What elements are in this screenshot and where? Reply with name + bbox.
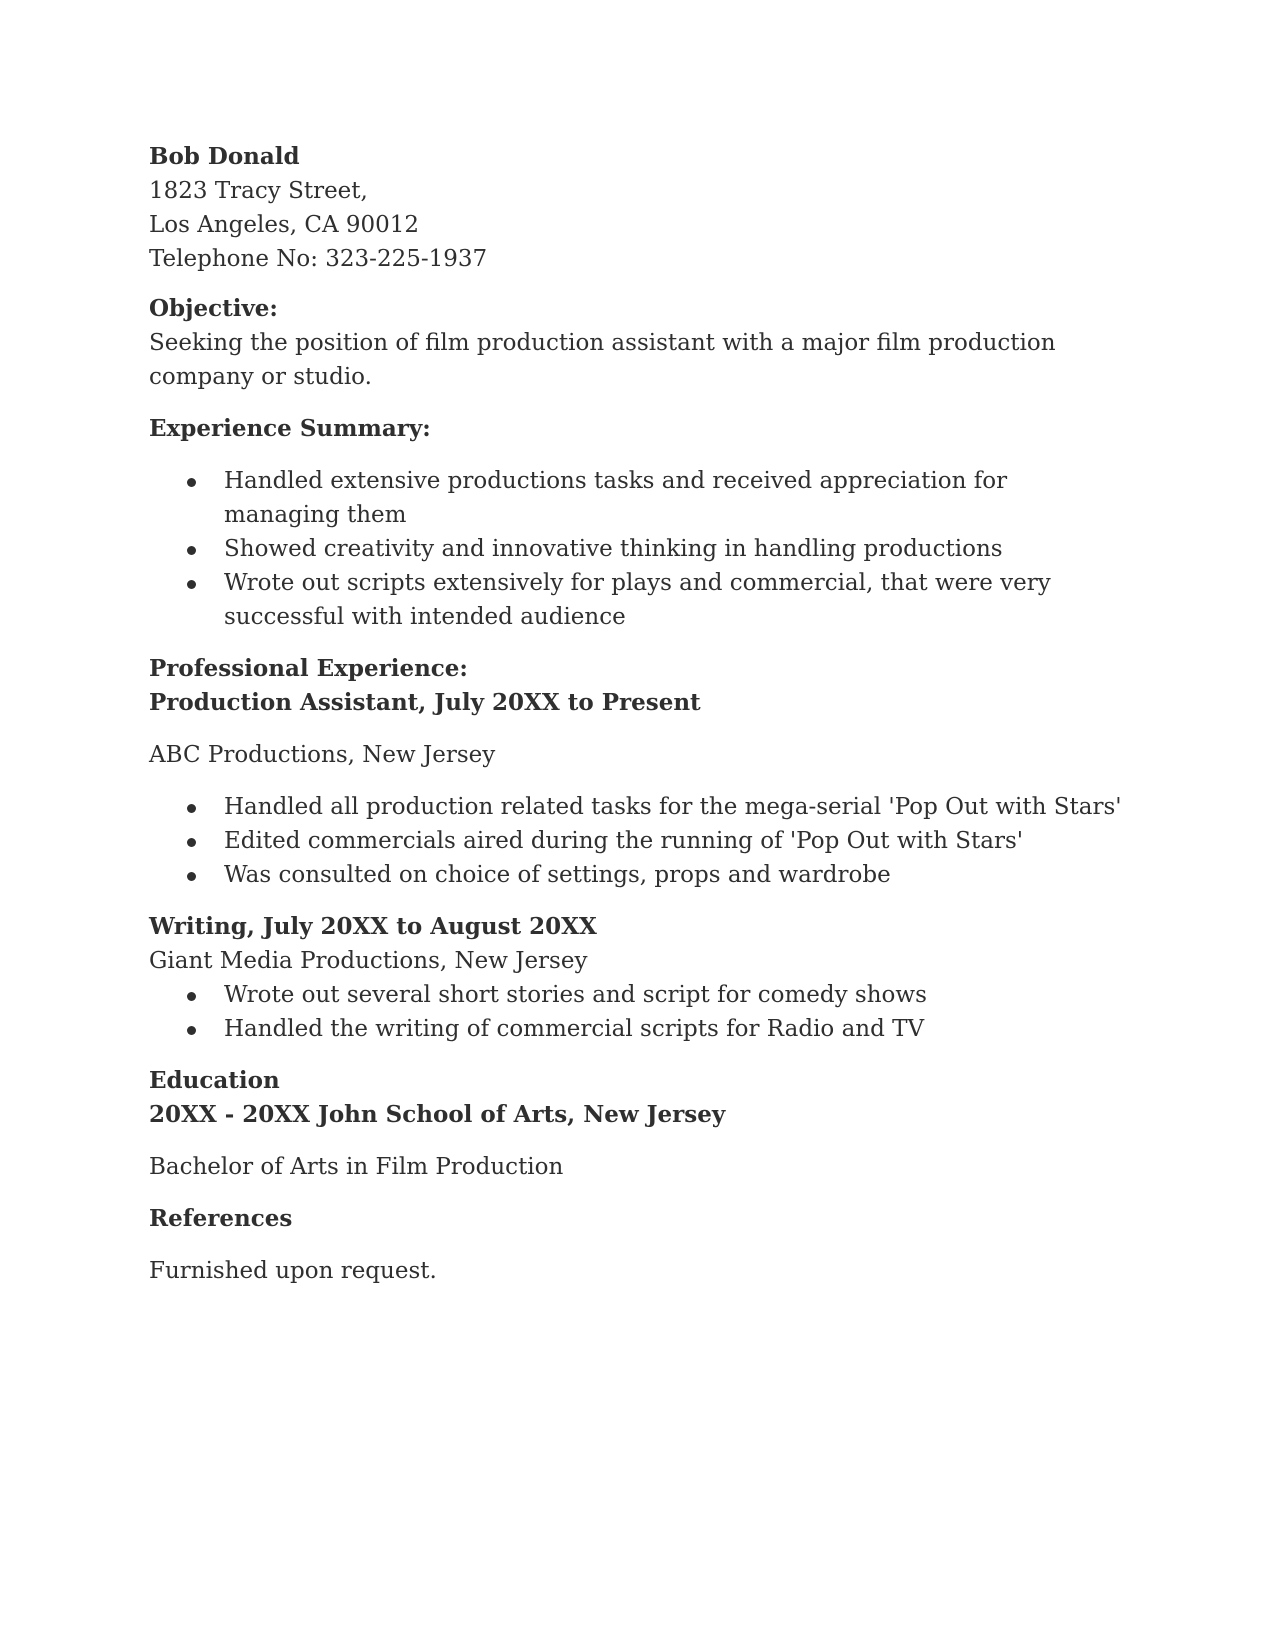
bullet-icon [187,872,196,881]
list-item: Handled the writing of commercial scripts for Radio and TV [149,1012,1129,1046]
address-street: 1823 Tracy Street, [149,178,368,204]
list-item: Edited commercials aired during the running of 'Pop Out with Stars' [149,824,1129,858]
list-item: Handled extensive productions tasks and received appreciation for managing them [149,464,1129,532]
references-section [149,1202,1129,1288]
professional-experience-section [149,652,1129,1046]
job-duties-list [149,978,1129,1046]
list-item: Showed creativity and innovative thinking in handling productions [149,532,1129,566]
job-company: Giant Media Productions, New Jersey [149,948,588,974]
job-title: Production Assistant, July 20XX to Present [149,689,701,716]
education-school: 20XX - 20XX John School of Arts, New Jersey [149,1101,726,1128]
job-title: Writing, July 20XX to August 20XX [149,913,597,940]
references-heading: References [149,1205,293,1232]
applicant-name: Bob Donald [149,143,300,170]
contact-block [149,140,1129,276]
bullet-icon [187,992,196,1001]
list-item: Wrote out several short stories and script for comedy shows [149,978,1129,1012]
resume-page [149,140,1129,1288]
bullet-icon [187,580,196,589]
address-city: Los Angeles, CA 90012 [149,212,420,238]
telephone: Telephone No: 323-225-1937 [149,246,488,272]
experience-summary-heading: Experience Summary: [149,415,431,442]
job-company: ABC Productions, New Jersey [149,742,496,768]
references-text: Furnished upon request. [149,1258,437,1284]
objective-text: Seeking the position of film production assistant with a major film production company or studio. [149,330,1056,390]
job-entry [149,686,1129,892]
objective-section [149,292,1129,394]
bullet-icon [187,1026,196,1035]
education-section [149,1064,1129,1184]
bullet-icon [187,838,196,847]
education-heading: Education [149,1067,280,1094]
list-item: Wrote out scripts extensively for plays and commercial, that were very successful with intended audience [149,566,1129,634]
experience-summary-list [149,464,1129,634]
job-duties-list [149,790,1129,892]
bullet-icon [187,804,196,813]
objective-heading: Objective: [149,295,278,322]
experience-summary-section [149,412,1129,634]
professional-experience-heading: Professional Experience: [149,655,468,682]
bullet-icon [187,546,196,555]
job-entry [149,910,1129,1046]
education-degree: Bachelor of Arts in Film Production [149,1154,564,1180]
bullet-icon [187,478,196,487]
list-item: Was consulted on choice of settings, props and wardrobe [149,858,1129,892]
list-item: Handled all production related tasks for the mega-serial 'Pop Out with Stars' [149,790,1129,824]
